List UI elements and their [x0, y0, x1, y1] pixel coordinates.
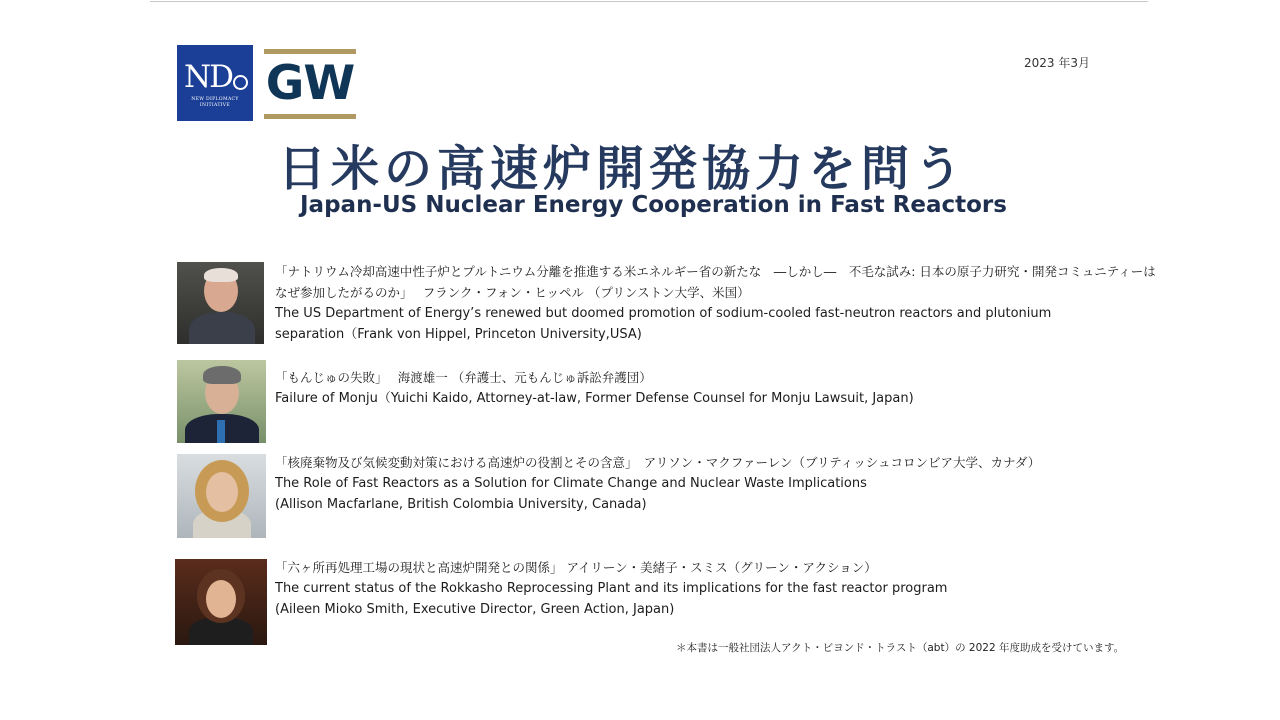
list-item: [275, 261, 1156, 345]
yuichi-kaido-photo: [177, 360, 266, 443]
gw-logo-top-bar: [264, 49, 356, 54]
publication-date: 2023 年3月: [1024, 56, 1090, 70]
entry-japanese-title: 「六ヶ所再処理工場の現状と高速炉開発との関係」 アイリーン・美緒子・スミス（グリーン・アクション）: [275, 560, 877, 575]
list-item: [275, 452, 1040, 515]
entry-english-author: separation（Frank von Hippel, Princeton University,USA): [275, 327, 642, 342]
entry-english-author: (Aileen Mioko Smith, Executive Director, Green Action, Japan): [275, 602, 675, 617]
entry-japanese-author: なぜ参加したがるのか」 フランク・フォン・ヒッペル （プリンストン大学、米国）: [275, 285, 750, 300]
globe-icon: [233, 75, 248, 90]
entry-english-author: (Allison Macfarlane, British Colombia University, Canada): [275, 497, 647, 512]
top-divider: [150, 1, 1148, 2]
entry-english-title: The Role of Fast Reactors as a Solution for Climate Change and Nuclear Waste Implications: [275, 476, 867, 491]
funding-footnote: ＊本書は一般社団法人アクト・ビヨンド・トラスト（abt）の 2022 年度助成を受けています。: [676, 642, 1125, 654]
gw-logo: [264, 49, 356, 119]
aileen-mioko-smith-photo: [175, 559, 267, 645]
list-item: [275, 557, 947, 620]
entry-japanese-title: 「ナトリウム冷却高速中性子炉とプルトニウム分離を推進する米エネルギー省の新たな ―しかし― 不毛な試み: 日本の原子力研究・開発コミュニティーは: [275, 264, 1156, 279]
frank-von-hippel-photo: [177, 262, 264, 344]
entry-japanese-title: 「もんじゅの失敗」 海渡雄一 （弁護士、元もんじゅ訴訟弁護団）: [275, 370, 652, 385]
gw-logo-bottom-bar: [264, 114, 356, 119]
allison-macfarlane-photo: [177, 454, 266, 538]
list-item: [275, 367, 914, 409]
gw-logo-text: GW: [265, 56, 355, 111]
page-title-english: Japan-US Nuclear Energy Cooperation in Fast Reactors: [300, 192, 1007, 218]
nd-logo-text: ND: [184, 59, 232, 95]
entry-japanese-title: 「核廃棄物及び気候変動対策における高速炉の役割とその含意」 アリソン・マクファーレン（ブリティッシュコロンビア大学、カナダ）: [275, 455, 1041, 470]
page-title-japanese: 日米の高速炉開発協力を問う: [278, 141, 968, 197]
entry-english-title: Failure of Monju（Yuichi Kaido, Attorney-at-law, Former Defense Counsel for Monju Lawsuit, Japan): [275, 391, 914, 406]
nd-logo: [177, 45, 253, 121]
nd-logo-subtext: NEW DIPLOMACY INITIATIVE: [191, 97, 239, 108]
entry-english-title: The current status of the Rokkasho Reprocessing Plant and its implications for the fast reactor program: [275, 581, 948, 596]
entry-english-title: The US Department of Energy’s renewed but doomed promotion of sodium-cooled fast-neutron reactors and plutonium: [275, 306, 1052, 321]
